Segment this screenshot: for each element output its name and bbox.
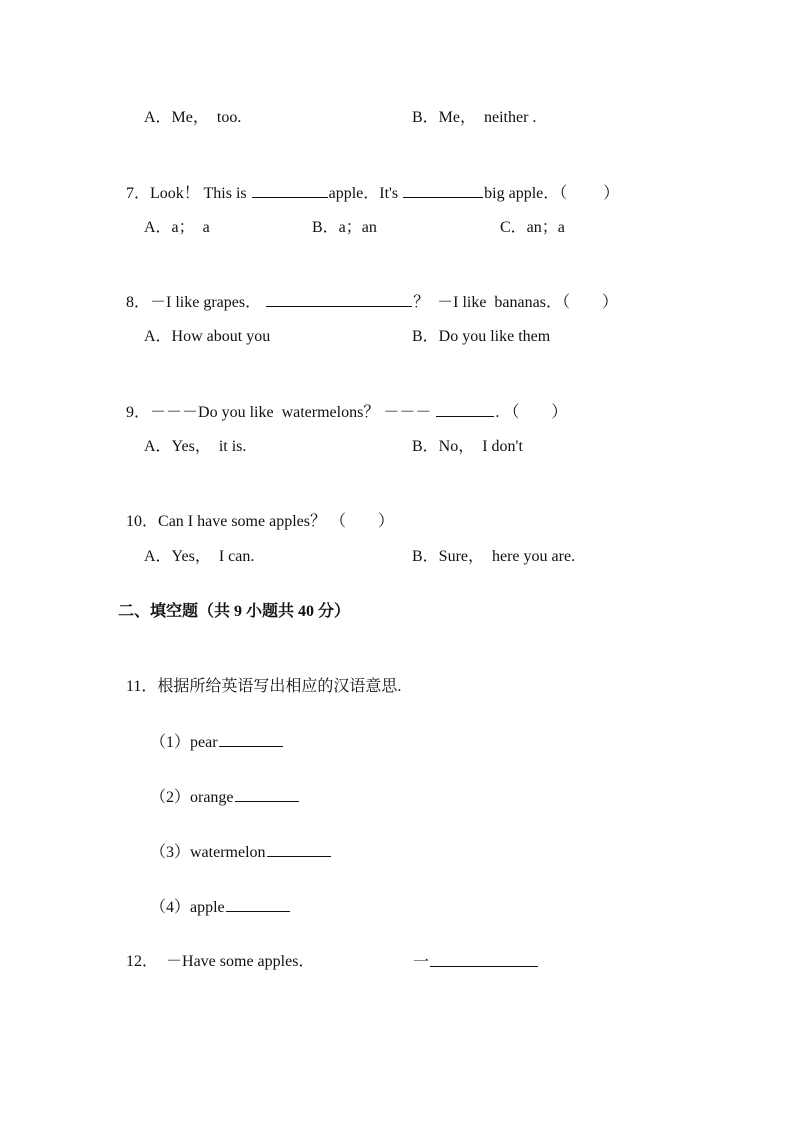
q11-item-1 xyxy=(142,712,284,751)
question-10 xyxy=(118,492,394,530)
q12-answer xyxy=(405,932,539,971)
section-heading: 二、填空题（共 9 小题共 40 分） xyxy=(118,603,351,620)
question-number: 12． xyxy=(126,953,159,970)
question-8 xyxy=(118,272,618,311)
item-label: （4）apple xyxy=(150,899,225,916)
item-label: （1）pear xyxy=(150,734,218,751)
question-11 xyxy=(118,657,402,695)
answer-blank[interactable] xyxy=(235,787,299,802)
question-text: Can I have some apples？ （ ） xyxy=(158,513,394,530)
question-number: 11． xyxy=(126,678,158,695)
answer-blank[interactable] xyxy=(403,183,483,198)
q11-item-4 xyxy=(142,877,291,916)
q9-option-a: A．Yes， it is. xyxy=(144,438,247,455)
q8-option-b: B．Do you like them xyxy=(412,328,551,345)
answer-blank[interactable] xyxy=(226,897,290,912)
q6-option-b: B．Me， neither . xyxy=(412,109,537,126)
question-7 xyxy=(118,163,620,202)
question-text: apple．It's xyxy=(328,185,403,202)
q8-option-a: A．How about you xyxy=(144,328,271,345)
question-text: －I like grapes． xyxy=(150,294,266,311)
question-9 xyxy=(118,382,568,421)
question-text: . （ ） xyxy=(495,404,568,421)
question-text: ？ －I like bananas．（ ） xyxy=(413,294,618,311)
question-number: 9． xyxy=(126,404,151,421)
q7-option-a: A．a； a xyxy=(144,219,210,236)
q7-option-b: B．a；an xyxy=(312,219,377,236)
q11-item-3 xyxy=(142,822,332,861)
answer-blank[interactable] xyxy=(219,732,283,747)
question-text: big apple．（ ） xyxy=(484,185,620,202)
q6-option-a: A．Me， too. xyxy=(144,109,242,126)
question-12 xyxy=(118,932,315,970)
q7-option-c: C．an；a xyxy=(500,219,565,236)
question-number: 7． xyxy=(126,185,151,202)
dash-prefix: 一 xyxy=(413,954,430,971)
answer-blank[interactable] xyxy=(430,952,538,967)
answer-blank[interactable] xyxy=(267,842,331,857)
answer-blank[interactable] xyxy=(252,183,328,198)
question-number: 10． xyxy=(126,513,159,530)
question-text: －Have some apples． xyxy=(158,953,315,970)
q10-option-a: A．Yes， I can. xyxy=(144,548,255,565)
question-text: －－－Do you like watermelons？ －－－ xyxy=(150,404,436,421)
item-label: （3）watermelon xyxy=(150,844,266,861)
q10-option-b: B．Sure， here you are. xyxy=(412,548,576,565)
q9-option-b: B．No， I don't xyxy=(412,438,523,455)
question-number: 8． xyxy=(126,294,151,311)
question-text: Look！ This is xyxy=(150,185,251,202)
question-text: 根据所给英语写出相应的汉语意思. xyxy=(157,678,402,695)
answer-blank[interactable] xyxy=(266,292,412,307)
item-label: （2）orange xyxy=(150,789,234,806)
answer-blank[interactable] xyxy=(436,402,494,417)
q11-item-2 xyxy=(142,767,300,806)
